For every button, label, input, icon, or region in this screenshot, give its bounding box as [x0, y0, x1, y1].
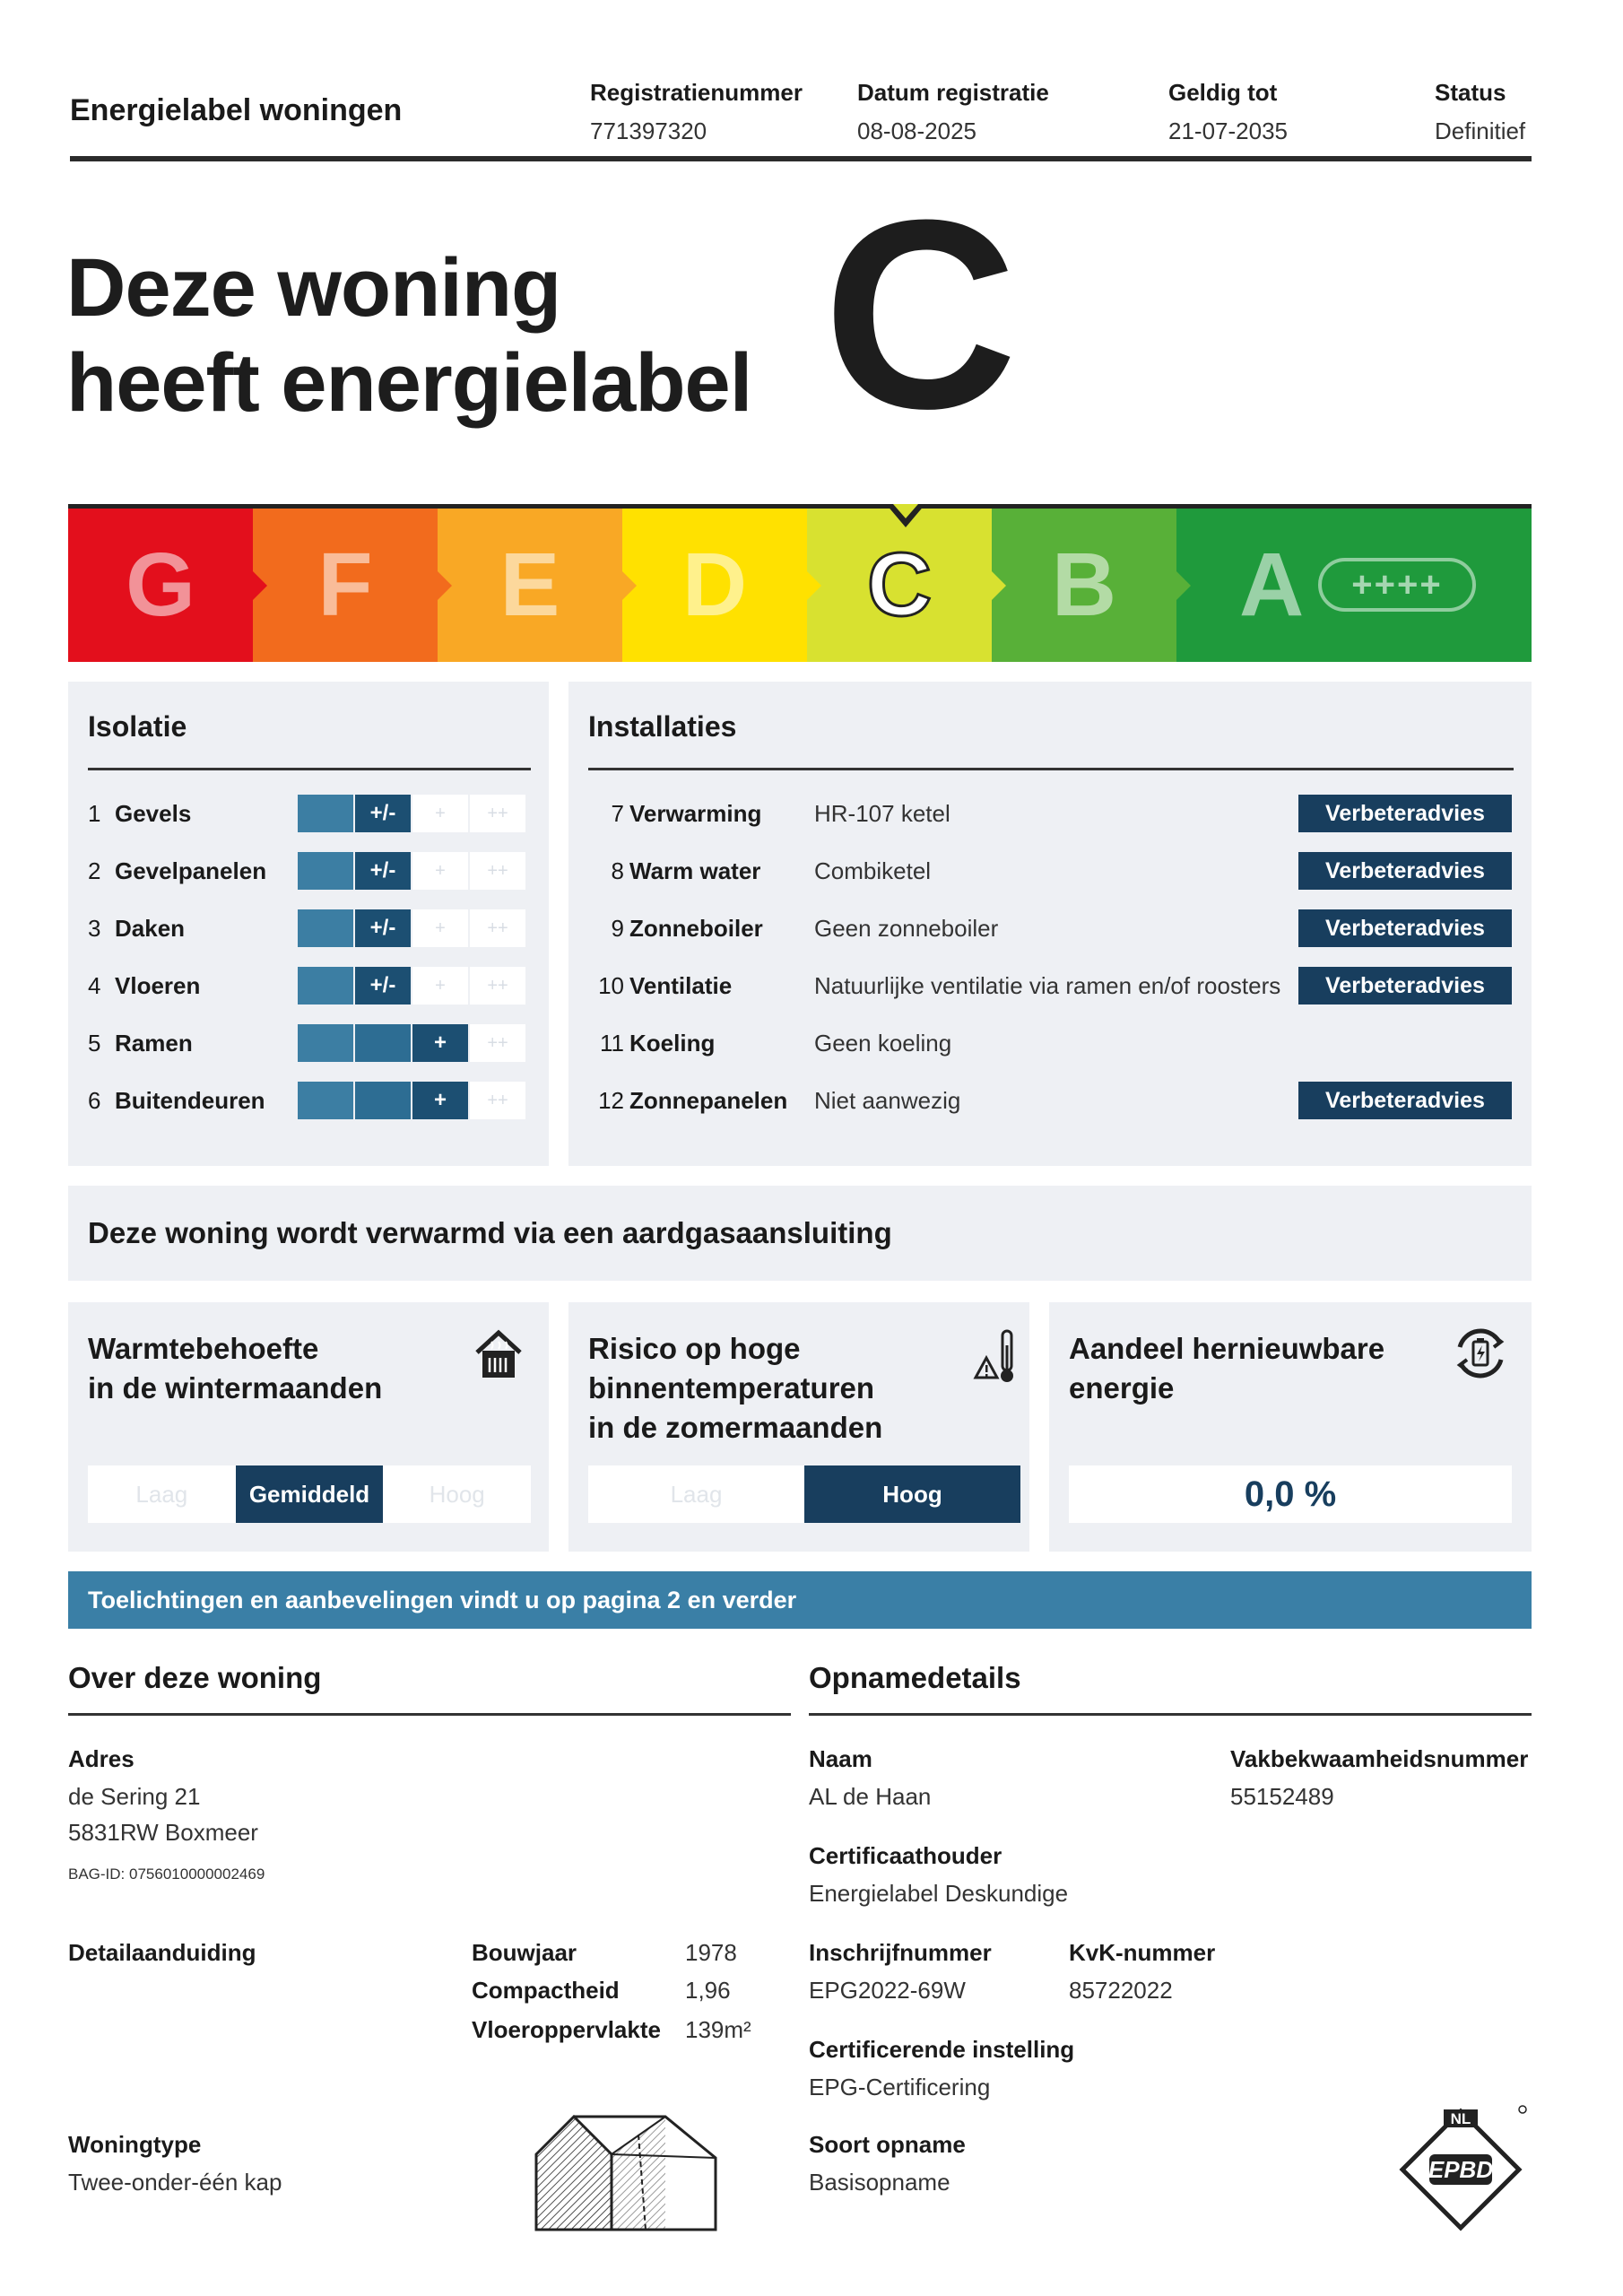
energy-label-scale — [68, 504, 1532, 662]
installaties-row-value: Niet aanwezig — [814, 1087, 961, 1114]
scale-segment-g — [68, 509, 253, 662]
isolatie-row-number: 4 — [88, 972, 101, 999]
scale-segment-d — [622, 509, 807, 662]
isolatie-rating-bar — [298, 1024, 525, 1062]
rating-cell: + — [412, 795, 468, 832]
instelling-value: EPG-Certificering — [809, 2074, 991, 2100]
scale-segment-f — [253, 509, 438, 662]
thermometer-warning-icon — [972, 1327, 1017, 1385]
warmtebehoefte-panel — [68, 1302, 549, 1552]
rating-cell: + — [412, 967, 468, 1004]
installaties-panel — [568, 682, 1532, 1166]
risico-option-laag: Laag — [588, 1465, 804, 1523]
scale-segment-e — [438, 509, 622, 662]
scale-letter-b: B — [1051, 535, 1117, 635]
compactheid-value: 1,96 — [685, 1977, 731, 2004]
hernieuwbaar-title: Aandeel hernieuwbare energie — [1069, 1332, 1385, 1405]
isolatie-row-label: Buitendeuren — [115, 1087, 265, 1114]
woning-rule — [68, 1713, 791, 1716]
naam-value: AL de Haan — [809, 1783, 932, 1810]
installaties-row-value: Combiketel — [814, 857, 932, 884]
installaties-row-value: Geen zonneboiler — [814, 915, 999, 942]
inschrijfnummer-value: EPG2022-69W — [809, 1977, 966, 2004]
detail-label: Detailaanduiding — [68, 1939, 256, 1966]
rating-cell: ++ — [470, 1082, 525, 1119]
instelling-label: Certificerende instelling — [809, 2036, 1075, 2063]
verbeteradvies-button[interactable]: Verbeteradvies — [1298, 852, 1512, 890]
installaties-row-number: 10 — [598, 972, 624, 999]
risico-title: Risico op hoge binnentemperaturen in de zomermaanden — [588, 1332, 883, 1444]
warmte-option-hoog: Hoog — [383, 1465, 531, 1523]
installaties-row-number: 12 — [598, 1087, 624, 1114]
meta-datum-registratie: Datum registratie 08-08-2025 — [857, 79, 1049, 144]
isolatie-row-label: Ramen — [115, 1030, 193, 1057]
isolatie-rating-bar — [298, 909, 525, 947]
scale-segment-arrow — [1176, 571, 1191, 600]
warmtebehoefte-scale — [88, 1465, 531, 1523]
compactheid-label: Compactheid — [472, 1977, 620, 2004]
installaties-row-label: Verwarming — [629, 800, 762, 827]
isolatie-row-label: Gevels — [115, 800, 192, 827]
rating-cell: ++ — [470, 795, 525, 832]
rating-cell — [298, 909, 353, 947]
meta-registratienummer: Registratienummer 771397320 — [590, 79, 803, 144]
vakbekwaamheid-label: Vakbekwaamheidsnummer — [1230, 1745, 1529, 1772]
scale-letter-a: A — [1239, 535, 1305, 635]
woningtype-label: Woningtype — [68, 2131, 202, 2158]
document-title: Energielabel woningen — [70, 93, 403, 127]
meta-status: Status Definitief — [1435, 79, 1526, 144]
energy-label-letter: C — [823, 163, 1018, 465]
rating-cell: ++ — [470, 967, 525, 1004]
warmte-option-gemiddeld: Gemiddeld — [236, 1465, 384, 1523]
bouwjaar-label: Bouwjaar — [472, 1939, 577, 1966]
scale-segment-arrow — [253, 571, 267, 600]
scale-letter-e: E — [499, 535, 560, 635]
info-banner: Toelichtingen en aanbevelingen vindt u op pagina 2 en verder — [68, 1571, 1532, 1629]
house-type-icon — [531, 2109, 721, 2235]
installaties-row-value: Natuurlijke ventilatie via ramen en/of roosters — [814, 972, 1281, 999]
rating-cell: + — [412, 852, 468, 890]
installaties-row-label: Zonneboiler — [629, 915, 763, 942]
rating-cell: +/- — [355, 967, 411, 1004]
isolatie-row-label: Vloeren — [115, 972, 201, 999]
woning-title: Over deze woning — [68, 1661, 322, 1694]
kvk-label: KvK-nummer — [1069, 1939, 1216, 1966]
adres-label: Adres — [68, 1745, 135, 1772]
rating-cell — [298, 795, 353, 832]
epbd-logo — [1393, 2102, 1528, 2237]
installaties-title: Installaties — [588, 710, 737, 743]
kvk-value: 85722022 — [1069, 1977, 1173, 2004]
rating-cell: + — [412, 909, 468, 947]
soort-opname-value: Basisopname — [809, 2169, 950, 2196]
scale-segment-c — [807, 509, 992, 662]
verbeteradvies-button[interactable]: Verbeteradvies — [1298, 795, 1512, 832]
installaties-rule — [588, 768, 1514, 770]
installaties-row-value: HR-107 ketel — [814, 800, 950, 827]
vloeroppervlakte-label: Vloeroppervlakte — [472, 2016, 661, 2043]
vloeroppervlakte-value: 139m² — [685, 2016, 751, 2043]
scale-letter-f: F — [317, 535, 373, 635]
scale-letter-d: D — [681, 535, 748, 635]
rating-cell — [355, 1082, 411, 1119]
rating-cell — [298, 967, 353, 1004]
installaties-row-label: Koeling — [629, 1030, 716, 1057]
risico-scale — [588, 1465, 1020, 1523]
heating-statement: Deze woning wordt verwarmd via een aardgasaansluiting — [68, 1186, 1532, 1281]
rating-cell: +/- — [355, 795, 411, 832]
isolatie-rating-bar — [298, 795, 525, 832]
adres-line2: 5831RW Boxmeer — [68, 1819, 258, 1846]
vakbekwaamheid-value: 55152489 — [1230, 1783, 1334, 1810]
scale-plus-badge: ++++ — [1318, 558, 1476, 612]
scale-segment-b — [992, 509, 1176, 662]
isolatie-row-label: Daken — [115, 915, 186, 942]
installaties-row-number: 11 — [600, 1030, 624, 1057]
bag-id: BAG-ID: 0756010000002469 — [68, 1866, 265, 1883]
installaties-row-number: 7 — [611, 800, 624, 827]
isolatie-row-number: 2 — [88, 857, 101, 884]
isolatie-rating-bar — [298, 967, 525, 1004]
installaties-row-number: 9 — [611, 915, 624, 942]
warmte-option-laag: Laag — [88, 1465, 236, 1523]
verbeteradvies-button[interactable]: Verbeteradvies — [1298, 909, 1512, 947]
house-heat-icon — [473, 1329, 524, 1381]
scale-segment-arrow — [622, 571, 637, 600]
woningtype-value: Twee-onder-één kap — [68, 2169, 282, 2196]
installaties-row-label: Zonnepanelen — [629, 1087, 788, 1114]
scale-pointer-inner — [893, 504, 918, 518]
rating-cell — [298, 1024, 353, 1062]
isolatie-rating-bar — [298, 1082, 525, 1119]
isolatie-row-number: 1 — [88, 800, 101, 827]
verbeteradvies-button[interactable]: Verbeteradvies — [1298, 1082, 1512, 1119]
isolatie-row-label: Gevelpanelen — [115, 857, 267, 884]
installaties-row-value: Geen koeling — [814, 1030, 952, 1057]
isolatie-row-number: 5 — [88, 1030, 101, 1057]
isolatie-rating-bar — [298, 852, 525, 890]
rating-cell: + — [412, 1082, 468, 1119]
hernieuwbaar-panel — [1049, 1302, 1532, 1552]
rating-cell: ++ — [470, 1024, 525, 1062]
meta-geldig-tot: Geldig tot 21-07-2035 — [1168, 79, 1288, 144]
isolatie-panel — [68, 682, 549, 1166]
isolatie-rule — [88, 768, 531, 770]
scale-letter-g: G — [126, 535, 195, 635]
rating-cell — [298, 852, 353, 890]
inschrijfnummer-label: Inschrijfnummer — [809, 1939, 992, 1966]
rating-cell: ++ — [470, 909, 525, 947]
rating-cell — [298, 1082, 353, 1119]
installaties-row-number: 8 — [611, 857, 624, 884]
certificaathouder-value: Energielabel Deskundige — [809, 1880, 1069, 1907]
rating-cell: + — [412, 1024, 468, 1062]
risico-option-hoog: Hoog — [804, 1465, 1020, 1523]
opname-title: Opnamedetails — [809, 1661, 1021, 1694]
header-divider — [70, 156, 1532, 161]
rating-cell: +/- — [355, 852, 411, 890]
rating-cell: +/- — [355, 909, 411, 947]
rating-cell: ++ — [470, 852, 525, 890]
scale-segment-arrow — [992, 571, 1006, 600]
bouwjaar-value: 1978 — [685, 1939, 737, 1966]
verbeteradvies-button[interactable]: Verbeteradvies — [1298, 967, 1512, 1004]
scale-segment-arrow — [807, 571, 821, 600]
certificaathouder-label: Certificaathouder — [809, 1842, 1002, 1869]
warmtebehoefte-title: Warmtebehoefte in de wintermaanden — [88, 1332, 383, 1405]
isolatie-title: Isolatie — [88, 710, 187, 743]
scale-segment-arrow — [438, 571, 452, 600]
renewable-energy-icon — [1447, 1320, 1514, 1387]
hernieuwbaar-value: 0,0 % — [1069, 1465, 1512, 1523]
isolatie-row-number: 6 — [88, 1087, 101, 1114]
scale-letter-c: C — [866, 535, 933, 635]
adres-line1: de Sering 21 — [68, 1783, 201, 1810]
installaties-row-label: Warm water — [629, 857, 761, 884]
epbd-logo-text: EPBD — [1428, 2156, 1494, 2183]
epbd-logo-nl: NL — [1450, 2110, 1471, 2127]
installaties-row-label: Ventilatie — [629, 972, 733, 999]
soort-opname-label: Soort opname — [809, 2131, 966, 2158]
opname-rule — [809, 1713, 1532, 1716]
risico-panel — [568, 1302, 1029, 1552]
naam-label: Naam — [809, 1745, 872, 1772]
rating-cell — [355, 1024, 411, 1062]
headline: Deze woning heeft energielabel — [66, 242, 752, 429]
isolatie-row-number: 3 — [88, 915, 101, 942]
